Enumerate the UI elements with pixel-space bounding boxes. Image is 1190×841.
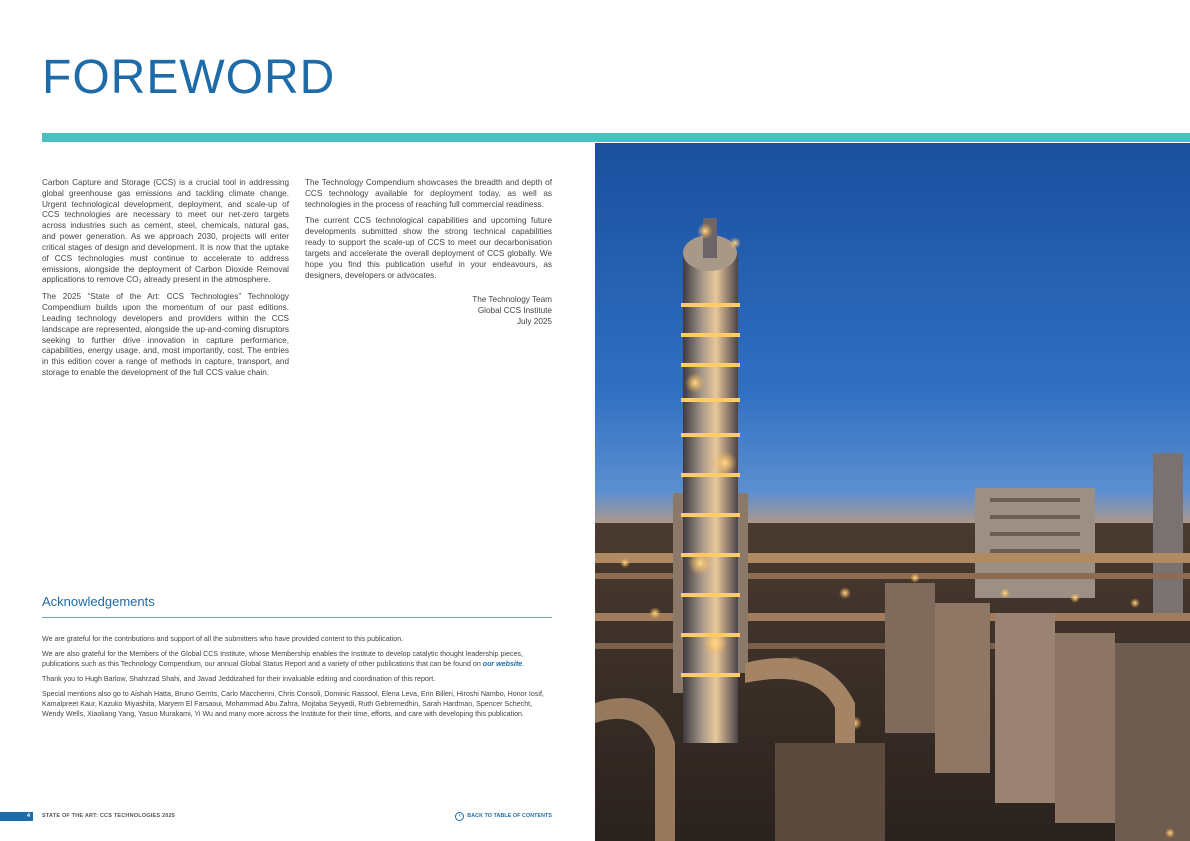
foreword-paragraph: The Technology Compendium showcases the breadth and depth of CCS technology available for deployment today, as well as technologies in the process of reaching full commercial readiness. xyxy=(305,178,552,209)
acknowledgements-text-end: . xyxy=(522,660,525,669)
acknowledgements-paragraph: Thank you to Hugh Barlow, Shahrzad Shahi, and Javad Jeddizahed for their invaluable editing and coordination of this report. xyxy=(42,675,436,684)
website-link[interactable]: our website xyxy=(482,660,523,669)
acknowledgements-heading: Acknowledgements xyxy=(42,594,155,609)
signature-team: The Technology Team xyxy=(472,295,552,305)
foreword-left-column xyxy=(42,178,289,385)
foreword-paragraph: The current CCS technological capabilities and upcoming future developments submitted show the strong technical capabilities ready to support the scale-up of CCS to meet our decarbonisation targets and accelerate the overall deployment of CCS globally. We hope you find this publication useful in your endeavours, as designers, developers or advocates. xyxy=(305,216,552,280)
chevron-left-circle-icon: ‹ xyxy=(455,812,464,821)
page-number: 4 xyxy=(0,812,33,821)
back-to-contents-label: BACK TO TABLE OF CONTENTS xyxy=(467,813,552,819)
footer-publication-title: STATE OF THE ART: CCS TECHNOLOGIES 2025 xyxy=(42,813,175,819)
signature-block xyxy=(305,295,552,327)
acknowledgements-body xyxy=(42,634,552,724)
foreword-right-column xyxy=(305,178,552,328)
acknowledgements-paragraph: We are grateful for the contributions and support of all the submitters who have provided content to this publication. xyxy=(42,635,404,643)
acknowledgements-text: We are also grateful for the Members of the Global CCS Institute, whose Membership enables the Institute to develop catalytic thought leadership pieces, publications such as this Technology Compendium, our annual Global Status Report and a variety of other publications that can be found on xyxy=(42,650,523,669)
industrial-plant-photo xyxy=(595,143,1190,841)
signature-org: Global CCS Institute xyxy=(477,306,552,316)
acknowledgements-paragraph: Special mentions also go to Aishah Hatta, Bruno Gerrits, Carlo Maccherini, Chris Consoli, Dominic Rassool, Elena Leva, Erin Billeri, Hiroshi Nambo, Honor Iosif, Kamalpreet Kaur, Kazuko Miyashita, Maryem El Farsaoui, Mohammad Abu Zahra, Mojtaba Seyyedi, Ruth Gebremedhin, Sarah Hardman, Spencer Schecht, Wendy Wells, Xiaoliang Yang, Yasuo Murakami, Yi Wu and many more across the Institute for their time, efforts, and care with developing this publication. xyxy=(42,690,544,719)
acknowledgements-divider xyxy=(42,617,552,618)
foreword-paragraph: Carbon Capture and Storage (CCS) is a crucial tool in addressing global greenhouse gas emissions and tackling climate change. Urgent technological development, deployment, and scale-up of CCS technologies are necessary to meet our net-zero targets across industries such as cement, steel, chemicals, natural gas, and power generation. As we approach 2030, projects will enter critical stages of design and development. It is now that the uptake of CCS technologies must continue to accelerate to address emissions, alongside the deployment of Carbon Dioxide Removal applications to remove CO₂ already present in the atmosphere. xyxy=(42,178,289,285)
page-title: FOREWORD xyxy=(42,51,336,104)
back-to-contents-link[interactable] xyxy=(452,810,552,822)
signature-date: July 2025 xyxy=(516,317,552,327)
header-divider-bar xyxy=(42,133,1190,142)
acknowledgements-paragraph xyxy=(42,649,552,669)
foreword-paragraph: The 2025 “State of the Art: CCS Technologies” Technology Compendium builds upon the momentum of our past editions. Leading technology developers and providers within the CCS landscape are represented, alongside the up-and-coming disruptors seeking to further drive innovation in capture performance, capabilities, energy usage, and, most importantly, cost. The entries in this edition cover a range of methods in capture, transport, and storage to enable the development of the full CCS value chain. xyxy=(42,292,289,378)
